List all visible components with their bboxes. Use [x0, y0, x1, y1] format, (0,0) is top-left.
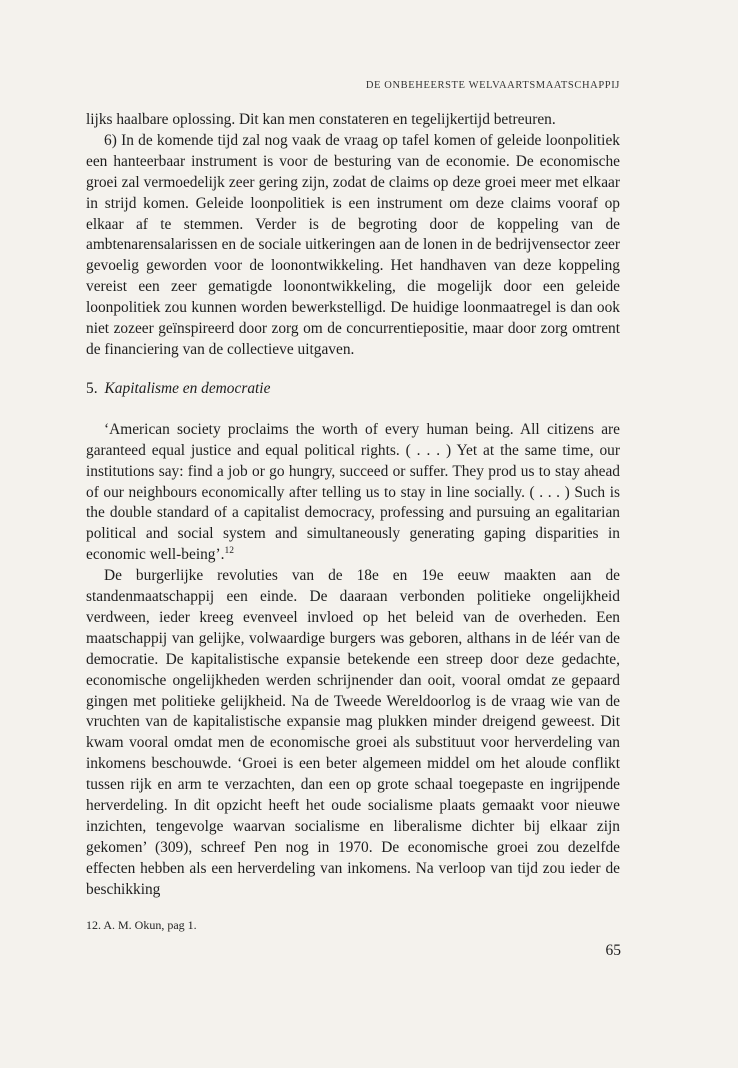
- section-title: Kapitalisme en democratie: [104, 379, 271, 397]
- section-heading: [86, 379, 620, 400]
- paragraph-point-6: 6) In de komende tijd zal nog vaak de vraag op tafel komen of geleide loonpolitiek een hanteerbaar instrument is voor de besturing van de economie. De economische groei zal vermoedelijk zeer gering zijn, zodat de claims op deze groei meer met elkaar in strijd komen. Geleide loonpolitiek is een instrument om deze claims vooraf op elkaar af te stemmen. Verder is de begroting door de koppeling van de ambtenarensalarissen en de sociale uitkeringen aan de lonen in de bedrijvensector zeer gevoelig geworden voor de loonontwikkeling. Het handhaven van deze koppeling vereist een zeer gematigde loonontwikkeling, die mogelijk door een geleide loonpolitiek zou kunnen worden bewerkstelligd. De huidige loonmaatregel is dan ook niet zozeer geïnspireerd door zorg om de concurrentiepositie, maar door zorg omtrent de financiering van de collectieve uitgaven.: [86, 131, 620, 358]
- page-number: 65: [605, 942, 621, 959]
- quote-paragraph: [86, 420, 620, 566]
- body-text: [86, 110, 620, 901]
- running-header: DE ONBEHEERSTE WELVAARTSMAATSCHAPPIJ: [365, 80, 620, 91]
- footnote: 12. A. M. Okun, pag 1.: [86, 918, 197, 932]
- paragraph-continued: lijks haalbare oplossing. Dit kan men constateren en tegelijkertijd betreuren.: [86, 111, 556, 128]
- footnote-reference: 12: [224, 546, 234, 557]
- quote-text: ‘American society proclaims the worth of every human being. All citizens are garanteed equal justice and equal political rights. ( . . . ) Yet at the same time, our institutions say: find a job or go hungry, succeed or suffer. They prod us to stay ahead of our neighbours economically after telling us to stay in line socially. ( . . . ) Such is the double standard of a capitalist democracy, professing and pursuing an egalitarian political and social system and simultaneously generating gaping disparities in economic well-being’.: [86, 420, 620, 564]
- section-number: 5.: [86, 379, 98, 397]
- paragraph-revolutions: De burgerlijke revoluties van de 18e en 19e eeuw maakten aan de standenmaatschappij een einde. De daaraan verbonden politieke ongelijkheid verdween, ieder kreeg evenveel invloed op het beleid van de overheden. Een maatschappij van gelijke, volwaardige burgers was geboren, althans in de léér van de democratie. De kapitalistische expansie betekende een streep door deze gedachte, economische ongelijkheden werden schrijnender dan ooit, vooral omdat ze gepaard gingen met politieke gelijkheid. Na de Tweede Wereldoorlog is de vraag wie van de vruchten van de kapitalistische expansie mag plukken minder dreigend geweest. Dit kwam vooral omdat men de economische groei als substituut voor herverdeling van inkomens beschouwde. ‘Groei is een beter algemeen middel om het aloude conflikt tussen rijk en arm te verzachten, dan een op grote schaal toegepaste en ingrijpende herverdeling. In dit opzicht heeft het oude socialisme plaats gemaakt voor nieuwe inzichten, tengevolge waarvan socialisme en liberalisme dichter bij elkaar zijn gekomen’ (309), schreef Pen nog in 1970. De economische groei zou dezelfde effecten hebben als een herverdeling van inkomens. Na verloop van tijd zou ieder de beschikking: [86, 567, 620, 898]
